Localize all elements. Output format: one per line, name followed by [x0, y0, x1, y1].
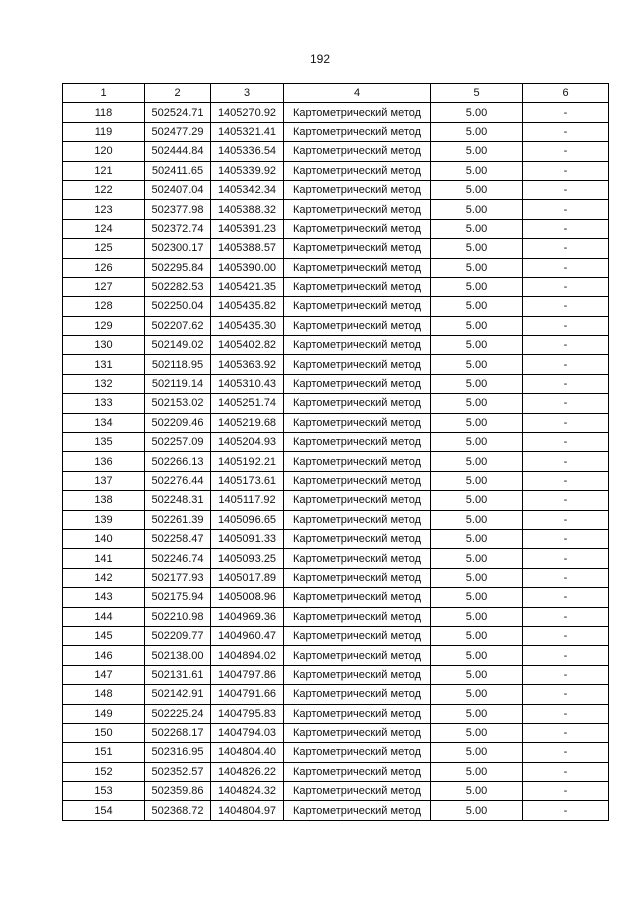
table-row [63, 685, 609, 704]
y-coordinate-cell: 1405091.33 [211, 529, 284, 548]
accuracy-cell: 5.00 [431, 510, 523, 529]
note-cell: - [523, 180, 609, 199]
accuracy-cell: 5.00 [431, 743, 523, 762]
note-cell: - [523, 394, 609, 413]
x-coordinate-cell: 502177.93 [145, 568, 211, 587]
y-coordinate-cell: 1405390.00 [211, 258, 284, 277]
method-cell: Картометрический метод [284, 239, 431, 258]
x-coordinate-cell: 502246.74 [145, 549, 211, 568]
y-coordinate-cell: 1405219.68 [211, 413, 284, 432]
point-number-cell: 128 [63, 297, 145, 316]
accuracy-cell: 5.00 [431, 180, 523, 199]
point-number-cell: 145 [63, 626, 145, 645]
x-coordinate-cell: 502225.24 [145, 704, 211, 723]
table-row [63, 103, 609, 122]
method-cell: Картометрический метод [284, 685, 431, 704]
accuracy-cell: 5.00 [431, 549, 523, 568]
y-coordinate-cell: 1405421.35 [211, 277, 284, 296]
y-coordinate-cell: 1405192.21 [211, 452, 284, 471]
method-cell: Картометрический метод [284, 200, 431, 219]
accuracy-cell: 5.00 [431, 161, 523, 180]
note-cell: - [523, 471, 609, 490]
method-cell: Картометрический метод [284, 801, 431, 820]
accuracy-cell: 5.00 [431, 122, 523, 141]
x-coordinate-cell: 502210.98 [145, 607, 211, 626]
method-cell: Картометрический метод [284, 297, 431, 316]
point-number-cell: 132 [63, 374, 145, 393]
note-cell: - [523, 782, 609, 801]
y-coordinate-cell: 1405017.89 [211, 568, 284, 587]
x-coordinate-cell: 502295.84 [145, 258, 211, 277]
table-row [63, 782, 609, 801]
point-number-cell: 131 [63, 355, 145, 374]
x-coordinate-cell: 502316.95 [145, 743, 211, 762]
page-number: 192 [309, 52, 331, 66]
table-row [63, 374, 609, 393]
accuracy-cell: 5.00 [431, 607, 523, 626]
accuracy-cell: 5.00 [431, 646, 523, 665]
y-coordinate-cell: 1404804.40 [211, 743, 284, 762]
point-number-cell: 144 [63, 607, 145, 626]
note-cell: - [523, 723, 609, 742]
accuracy-cell: 5.00 [431, 239, 523, 258]
table-row [63, 297, 609, 316]
y-coordinate-cell: 1405310.43 [211, 374, 284, 393]
y-coordinate-cell: 1404960.47 [211, 626, 284, 645]
table-row [63, 161, 609, 180]
table-row [63, 394, 609, 413]
method-cell: Картометрический метод [284, 529, 431, 548]
accuracy-cell: 5.00 [431, 529, 523, 548]
column-header: 6 [523, 84, 609, 103]
note-cell: - [523, 336, 609, 355]
accuracy-cell: 5.00 [431, 297, 523, 316]
method-cell: Картометрический метод [284, 723, 431, 742]
point-number-cell: 143 [63, 588, 145, 607]
x-coordinate-cell: 502300.17 [145, 239, 211, 258]
table-row [63, 549, 609, 568]
note-cell: - [523, 413, 609, 432]
y-coordinate-cell: 1405321.41 [211, 122, 284, 141]
method-cell: Картометрический метод [284, 277, 431, 296]
method-cell: Картометрический метод [284, 219, 431, 238]
point-number-cell: 120 [63, 142, 145, 161]
table-row [63, 122, 609, 141]
table-row [63, 200, 609, 219]
note-cell: - [523, 239, 609, 258]
x-coordinate-cell: 502368.72 [145, 801, 211, 820]
x-coordinate-cell: 502250.04 [145, 297, 211, 316]
y-coordinate-cell: 1405096.65 [211, 510, 284, 529]
accuracy-cell: 5.00 [431, 103, 523, 122]
y-coordinate-cell: 1405435.30 [211, 316, 284, 335]
table-row [63, 626, 609, 645]
table-header-row [63, 84, 609, 103]
y-coordinate-cell: 1405402.82 [211, 336, 284, 355]
point-number-cell: 130 [63, 336, 145, 355]
point-number-cell: 154 [63, 801, 145, 820]
table-row [63, 239, 609, 258]
y-coordinate-cell: 1405117.92 [211, 491, 284, 510]
x-coordinate-cell: 502477.29 [145, 122, 211, 141]
note-cell: - [523, 452, 609, 471]
point-number-cell: 123 [63, 200, 145, 219]
note-cell: - [523, 762, 609, 781]
point-number-cell: 135 [63, 433, 145, 452]
point-number-cell: 151 [63, 743, 145, 762]
method-cell: Картометрический метод [284, 103, 431, 122]
y-coordinate-cell: 1405363.92 [211, 355, 284, 374]
accuracy-cell: 5.00 [431, 471, 523, 490]
accuracy-cell: 5.00 [431, 394, 523, 413]
note-cell: - [523, 374, 609, 393]
accuracy-cell: 5.00 [431, 782, 523, 801]
point-number-cell: 139 [63, 510, 145, 529]
note-cell: - [523, 568, 609, 587]
x-coordinate-cell: 502266.13 [145, 452, 211, 471]
method-cell: Картометрический метод [284, 122, 431, 141]
method-cell: Картометрический метод [284, 510, 431, 529]
accuracy-cell: 5.00 [431, 626, 523, 645]
accuracy-cell: 5.00 [431, 685, 523, 704]
y-coordinate-cell: 1404826.22 [211, 762, 284, 781]
note-cell: - [523, 122, 609, 141]
point-number-cell: 138 [63, 491, 145, 510]
x-coordinate-cell: 502258.47 [145, 529, 211, 548]
note-cell: - [523, 588, 609, 607]
column-header: 3 [211, 84, 284, 103]
table-row [63, 801, 609, 820]
column-header: 5 [431, 84, 523, 103]
accuracy-cell: 5.00 [431, 491, 523, 510]
x-coordinate-cell: 502142.91 [145, 685, 211, 704]
table-row [63, 646, 609, 665]
column-header: 1 [63, 84, 145, 103]
method-cell: Картометрический метод [284, 374, 431, 393]
x-coordinate-cell: 502153.02 [145, 394, 211, 413]
point-number-cell: 119 [63, 122, 145, 141]
table-row [63, 142, 609, 161]
method-cell: Картометрический метод [284, 762, 431, 781]
point-number-cell: 136 [63, 452, 145, 471]
x-coordinate-cell: 502138.00 [145, 646, 211, 665]
table-row [63, 336, 609, 355]
note-cell: - [523, 297, 609, 316]
method-cell: Картометрический метод [284, 413, 431, 432]
y-coordinate-cell: 1404797.86 [211, 665, 284, 684]
point-number-cell: 125 [63, 239, 145, 258]
method-cell: Картометрический метод [284, 588, 431, 607]
y-coordinate-cell: 1405204.93 [211, 433, 284, 452]
x-coordinate-cell: 502372.74 [145, 219, 211, 238]
accuracy-cell: 5.00 [431, 413, 523, 432]
table-row [63, 219, 609, 238]
table-row [63, 743, 609, 762]
method-cell: Картометрический метод [284, 568, 431, 587]
table-row [63, 529, 609, 548]
point-number-cell: 126 [63, 258, 145, 277]
point-number-cell: 147 [63, 665, 145, 684]
accuracy-cell: 5.00 [431, 665, 523, 684]
accuracy-cell: 5.00 [431, 355, 523, 374]
x-coordinate-cell: 502257.09 [145, 433, 211, 452]
method-cell: Картометрический метод [284, 782, 431, 801]
table-row [63, 471, 609, 490]
x-coordinate-cell: 502359.86 [145, 782, 211, 801]
accuracy-cell: 5.00 [431, 568, 523, 587]
table-row [63, 180, 609, 199]
y-coordinate-cell: 1405391.23 [211, 219, 284, 238]
table-row [63, 510, 609, 529]
y-coordinate-cell: 1404824.32 [211, 782, 284, 801]
accuracy-cell: 5.00 [431, 452, 523, 471]
point-number-cell: 137 [63, 471, 145, 490]
table-row [63, 433, 609, 452]
method-cell: Картометрический метод [284, 607, 431, 626]
x-coordinate-cell: 502377.98 [145, 200, 211, 219]
point-number-cell: 118 [63, 103, 145, 122]
method-cell: Картометрический метод [284, 161, 431, 180]
table-row [63, 762, 609, 781]
accuracy-cell: 5.00 [431, 277, 523, 296]
note-cell: - [523, 200, 609, 219]
note-cell: - [523, 258, 609, 277]
point-number-cell: 149 [63, 704, 145, 723]
method-cell: Картометрический метод [284, 433, 431, 452]
point-number-cell: 152 [63, 762, 145, 781]
accuracy-cell: 5.00 [431, 704, 523, 723]
accuracy-cell: 5.00 [431, 142, 523, 161]
x-coordinate-cell: 502407.04 [145, 180, 211, 199]
table-row [63, 258, 609, 277]
x-coordinate-cell: 502175.94 [145, 588, 211, 607]
method-cell: Картометрический метод [284, 743, 431, 762]
x-coordinate-cell: 502248.31 [145, 491, 211, 510]
table-row [63, 277, 609, 296]
table-body [63, 103, 609, 820]
note-cell: - [523, 161, 609, 180]
x-coordinate-cell: 502352.57 [145, 762, 211, 781]
x-coordinate-cell: 502131.61 [145, 665, 211, 684]
y-coordinate-cell: 1405008.96 [211, 588, 284, 607]
method-cell: Картометрический метод [284, 394, 431, 413]
y-coordinate-cell: 1405388.57 [211, 239, 284, 258]
note-cell: - [523, 510, 609, 529]
accuracy-cell: 5.00 [431, 219, 523, 238]
method-cell: Картометрический метод [284, 316, 431, 335]
x-coordinate-cell: 502282.53 [145, 277, 211, 296]
table-row [63, 452, 609, 471]
note-cell: - [523, 355, 609, 374]
accuracy-cell: 5.00 [431, 258, 523, 277]
note-cell: - [523, 665, 609, 684]
method-cell: Картометрический метод [284, 471, 431, 490]
table-row [63, 491, 609, 510]
x-coordinate-cell: 502261.39 [145, 510, 211, 529]
note-cell: - [523, 626, 609, 645]
x-coordinate-cell: 502276.44 [145, 471, 211, 490]
table-row [63, 607, 609, 626]
method-cell: Картометрический метод [284, 626, 431, 645]
note-cell: - [523, 549, 609, 568]
point-number-cell: 140 [63, 529, 145, 548]
point-number-cell: 122 [63, 180, 145, 199]
table-row [63, 568, 609, 587]
point-number-cell: 127 [63, 277, 145, 296]
note-cell: - [523, 433, 609, 452]
point-number-cell: 134 [63, 413, 145, 432]
y-coordinate-cell: 1405251.74 [211, 394, 284, 413]
x-coordinate-cell: 502207.62 [145, 316, 211, 335]
point-number-cell: 129 [63, 316, 145, 335]
accuracy-cell: 5.00 [431, 588, 523, 607]
method-cell: Картометрический метод [284, 665, 431, 684]
table-row [63, 355, 609, 374]
y-coordinate-cell: 1405173.61 [211, 471, 284, 490]
x-coordinate-cell: 502118.95 [145, 355, 211, 374]
table-row [63, 665, 609, 684]
accuracy-cell: 5.00 [431, 316, 523, 335]
column-header: 4 [284, 84, 431, 103]
y-coordinate-cell: 1404804.97 [211, 801, 284, 820]
note-cell: - [523, 743, 609, 762]
y-coordinate-cell: 1405388.32 [211, 200, 284, 219]
method-cell: Картометрический метод [284, 355, 431, 374]
accuracy-cell: 5.00 [431, 200, 523, 219]
point-number-cell: 146 [63, 646, 145, 665]
x-coordinate-cell: 502149.02 [145, 336, 211, 355]
accuracy-cell: 5.00 [431, 762, 523, 781]
accuracy-cell: 5.00 [431, 336, 523, 355]
x-coordinate-cell: 502119.14 [145, 374, 211, 393]
accuracy-cell: 5.00 [431, 723, 523, 742]
table-row [63, 588, 609, 607]
table-row [63, 704, 609, 723]
note-cell: - [523, 103, 609, 122]
note-cell: - [523, 704, 609, 723]
method-cell: Картометрический метод [284, 142, 431, 161]
note-cell: - [523, 646, 609, 665]
accuracy-cell: 5.00 [431, 433, 523, 452]
y-coordinate-cell: 1405336.54 [211, 142, 284, 161]
method-cell: Картометрический метод [284, 549, 431, 568]
point-number-cell: 153 [63, 782, 145, 801]
y-coordinate-cell: 1405270.92 [211, 103, 284, 122]
table-row [63, 316, 609, 335]
y-coordinate-cell: 1405093.25 [211, 549, 284, 568]
note-cell: - [523, 277, 609, 296]
y-coordinate-cell: 1404791.66 [211, 685, 284, 704]
note-cell: - [523, 801, 609, 820]
accuracy-cell: 5.00 [431, 374, 523, 393]
point-number-cell: 121 [63, 161, 145, 180]
point-number-cell: 148 [63, 685, 145, 704]
point-number-cell: 142 [63, 568, 145, 587]
note-cell: - [523, 316, 609, 335]
note-cell: - [523, 685, 609, 704]
note-cell: - [523, 142, 609, 161]
method-cell: Картометрический метод [284, 336, 431, 355]
method-cell: Картометрический метод [284, 646, 431, 665]
x-coordinate-cell: 502268.17 [145, 723, 211, 742]
table-row [63, 723, 609, 742]
method-cell: Картометрический метод [284, 258, 431, 277]
y-coordinate-cell: 1405342.34 [211, 180, 284, 199]
method-cell: Картометрический метод [284, 704, 431, 723]
column-header: 2 [145, 84, 211, 103]
x-coordinate-cell: 502444.84 [145, 142, 211, 161]
accuracy-cell: 5.00 [431, 801, 523, 820]
y-coordinate-cell: 1404969.36 [211, 607, 284, 626]
x-coordinate-cell: 502411.65 [145, 161, 211, 180]
x-coordinate-cell: 502209.46 [145, 413, 211, 432]
y-coordinate-cell: 1405435.82 [211, 297, 284, 316]
point-number-cell: 133 [63, 394, 145, 413]
x-coordinate-cell: 502209.77 [145, 626, 211, 645]
note-cell: - [523, 607, 609, 626]
coordinates-table [62, 83, 609, 821]
note-cell: - [523, 491, 609, 510]
point-number-cell: 150 [63, 723, 145, 742]
table-row [63, 413, 609, 432]
point-number-cell: 141 [63, 549, 145, 568]
y-coordinate-cell: 1405339.92 [211, 161, 284, 180]
x-coordinate-cell: 502524.71 [145, 103, 211, 122]
y-coordinate-cell: 1404795.83 [211, 704, 284, 723]
y-coordinate-cell: 1404894.02 [211, 646, 284, 665]
method-cell: Картометрический метод [284, 452, 431, 471]
note-cell: - [523, 529, 609, 548]
method-cell: Картометрический метод [284, 180, 431, 199]
method-cell: Картометрический метод [284, 491, 431, 510]
point-number-cell: 124 [63, 219, 145, 238]
note-cell: - [523, 219, 609, 238]
y-coordinate-cell: 1404794.03 [211, 723, 284, 742]
